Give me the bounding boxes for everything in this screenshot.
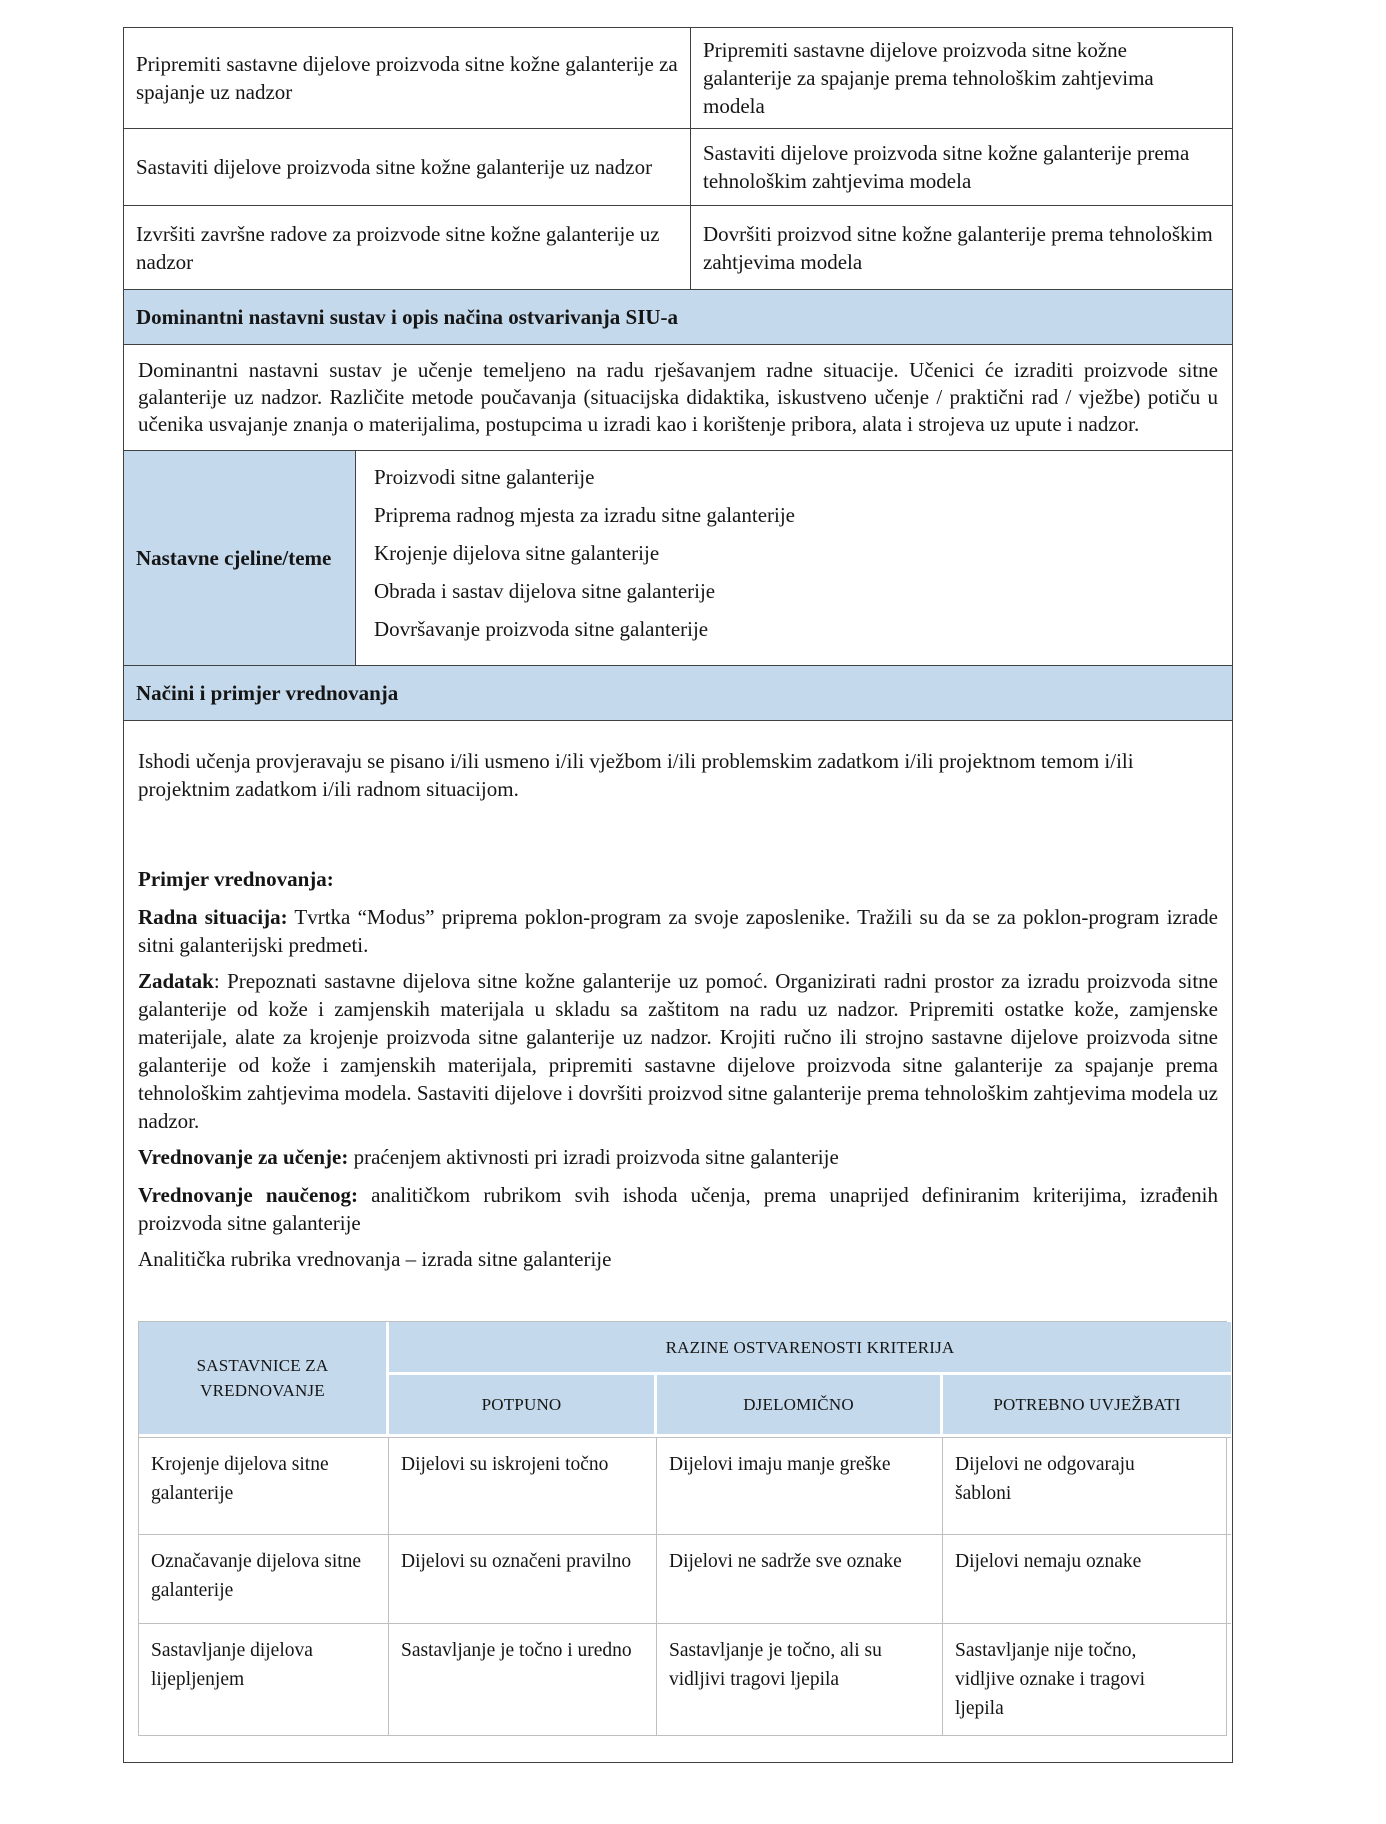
vrednovanje-naucenog-lead: Vrednovanje naučenog: [138,1183,358,1207]
paragraph-radna-situacija [138,903,1227,959]
rubric-cell-potrebno: Dijelovi ne odgovaraju šabloni [943,1437,1231,1534]
outcome-right: Pripremiti sastavne dijelove proizvoda sitne kožne galanterije za spajanje prema tehnološkim zahtjevima modela [703,38,1154,118]
cjeline-item: Priprema radnog mjesta za izradu sitne galanterije [374,503,795,527]
cjeline-label-cell: Nastavne cjeline/teme [124,451,356,665]
paragraph-zadatak [138,967,1227,1135]
rubric-cell-component: Sastavljanje dijelova lijepljenjem [139,1623,389,1735]
cjeline-item: Proizvodi sitne galanterije [374,465,595,489]
rubric-cell-djelomicno: Dijelovi ne sadrže sve oznake [657,1534,943,1623]
curriculum-table [123,27,1233,1763]
paragraph-ishodi: Ishodi učenja provjeravaju se pisano i/ili usmeno i/ili vježbom i/ili problemskim zadatkom i/ili projektnom temom i/ili projektnim zadatkom i/ili radnom situacijom. [138,749,1134,801]
rubric-header-djelomicno: DJELOMIČNO [657,1375,943,1437]
rubric-header-potpuno: POTPUNO [389,1375,657,1437]
rubric-cell-djelomicno: Dijelovi imaju manje greške [657,1437,943,1534]
rubric-cell-potpuno: Dijelovi su iskrojeni točno [389,1437,657,1534]
rubric-header-sastavnice: SASTAVNICE ZA VREDNOVANJE [139,1322,389,1437]
outcome-left: Sastaviti dijelove proizvoda sitne kožne galanterije uz nadzor [124,129,691,205]
vrednovanje-naucenog-text: analitičkom rubrikom svih ishoda učenja, prema unaprijed definiranim kriterijima, izrađenih proizvoda sitne galanterije [138,1183,1218,1235]
rubric-header-potrebno: POTREBNO UVJEŽBATI [943,1375,1231,1437]
rubric-cell-djelomicno: Sastavljanje je točno, ali su vidljivi tragovi ljepila [657,1623,943,1735]
rubric-cell-potrebno: Dijelovi nemaju oznake [943,1534,1231,1623]
radna-situacija-text: Tvrtka “Modus” priprema poklon-program za svoje zaposlenike. Tražili su da se za poklon-program izrade sitni galanterijski predmeti. [138,905,1218,957]
section-header-dominantni: Dominantni nastavni sustav i opis načina ostvarivanja SIU-a [124,290,1232,345]
line-vrednovanje-naucenog [138,1181,1227,1237]
line-analiticka-rubrika: Analitička rubrika vrednovanja – izrada sitne galanterije [138,1247,612,1271]
outcome-right: Sastaviti dijelove proizvoda sitne kožne galanterije prema tehnološkim zahtjevima modela [703,141,1190,193]
outcome-left: Pripremiti sastavne dijelove proizvoda sitne kožne galanterije za spajanje uz nadzor [124,28,691,128]
paragraph-dominantni: Dominantni nastavni sustav je učenje temeljeno na radu rješavanjem radne situacije. Učenici će izraditi proizvode sitne galanterije uz nadzor. Različite metode poučavanja (situacijska didaktika, iskustveno učenje / praktični rad / vježbe) potiču u učenika usvajanje znanja o materijalima, postupcima u izradi kao i korištenje pribora, alata i strojeva uz upute i nadzor. [124,345,1232,451]
outcome-right: Dovršiti proizvod sitne kožne galanterije prema tehnološkim zahtjevima modela [703,221,1213,274]
rubric-cell-component: Označavanje dijelova sitne galanterije [139,1534,389,1623]
cjeline-item: Krojenje dijelova sitne galanterije [374,541,660,565]
evaluation-section [124,721,1232,1762]
rubric-cell-potpuno: Dijelovi su označeni pravilno [389,1534,657,1623]
rubric-header-razine: RAZINE OSTVARENOSTI KRITERIJA [389,1322,1231,1375]
document-page [123,27,1233,1763]
outcomes-row [124,28,1232,129]
line-vrednovanje-za-ucenje [138,1143,1227,1171]
label-primjer-vrednovanja: Primjer vrednovanja: [138,867,334,891]
zadatak-text: : Prepoznati sastavne dijelova sitne kožne galanterije uz pomoć. Organizirati radni prostor za izradu proizvoda sitne galanterije od kože i zamjenskih materijala u skladu sa zaštitom na radu uz nadzor. Pripremiti ostatke kože, zamjenske materijale, alate za krojenje proizvoda sitne galanterije uz nadzor. Krojiti ručno ili strojno sastavne dijelove proizvoda sitne galanterije od kože i zamjenskih materijala, pripremiti sastavne dijelove proizvoda sitne galanterije za spajanje prema tehnološkim zahtjevima modela. Sastaviti dijelove i dovršiti proizvod sitne galanterije prema tehnološkim zahtjevima modela uz nadzor. [138,969,1218,1133]
cjeline-row [124,451,1232,666]
section-header-nacini: Načini i primjer vrednovanja [124,666,1232,721]
zadatak-lead: Zadatak [138,969,214,993]
cjeline-list [356,451,1232,665]
outcome-left: Izvršiti završne radove za proizvode sitne kožne galanterije uz nadzor [124,206,691,289]
outcomes-row [124,206,1232,290]
cjeline-item: Dovršavanje proizvoda sitne galanterije [374,617,709,641]
cjeline-item: Obrada i sastav dijelova sitne galanterije [374,579,716,603]
outcomes-row [124,129,1232,206]
vrednovanje-za-ucenje-lead: Vrednovanje za učenje: [138,1145,349,1169]
rubric-table [138,1321,1227,1736]
rubric-cell-component: Krojenje dijelova sitne galanterije [139,1437,389,1534]
rubric-cell-potrebno: Sastavljanje nije točno, vidljive oznake i tragovi ljepila [943,1623,1231,1735]
vrednovanje-za-ucenje-text: praćenjem aktivnosti pri izradi proizvoda sitne galanterije [348,1145,839,1169]
rubric-cell-potpuno: Sastavljanje je točno i uredno [389,1623,657,1735]
radna-situacija-lead: Radna situacija: [138,905,288,929]
